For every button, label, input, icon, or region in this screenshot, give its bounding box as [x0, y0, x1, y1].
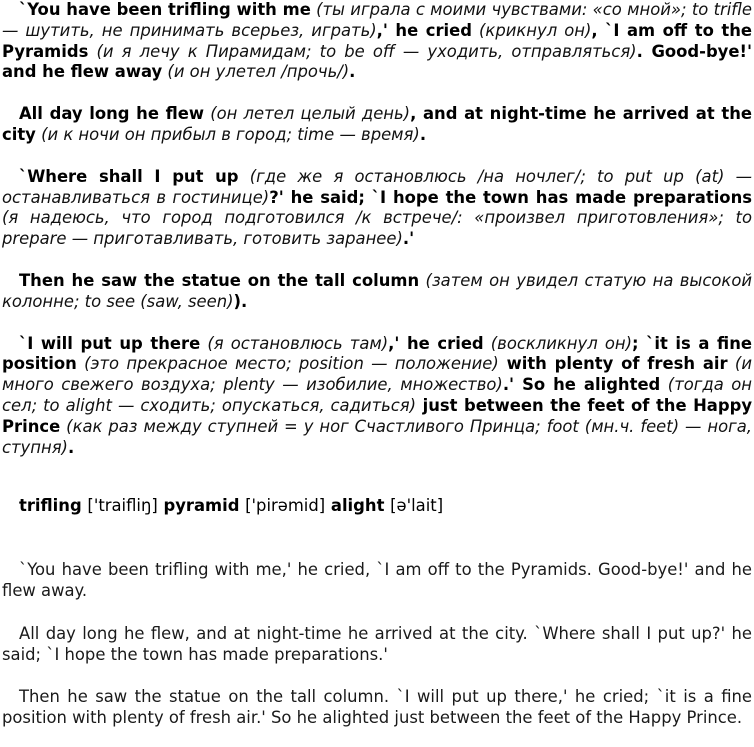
- english-phrase: , `I am off to the Pyramids: [2, 20, 752, 61]
- english-phrase: `You have been trifling with me: [19, 0, 311, 19]
- english-phrase: .: [419, 124, 427, 144]
- pronunciation: ['traifliŋ]: [87, 496, 158, 516]
- english-phrase: ,' he cried: [376, 20, 472, 40]
- english-phrase: ?' he said; `I hope the town has made preparations: [269, 187, 752, 207]
- english-phrase: ,' he cried: [388, 333, 484, 353]
- russian-gloss: (воскликнул он): [483, 333, 632, 353]
- english-phrase: .: [349, 62, 356, 82]
- plain-paragraph: All day long he flew, and at night-time he arrived at the city. `Where shall I put up?' he said; `I hope the town has made preparations.': [2, 623, 752, 664]
- english-phrase: All day long he flew: [19, 104, 205, 124]
- russian-gloss: (ты играла с моими чувствами: «со мной»; to trifle — шутить, не принимать всерьез, играть): [2, 0, 752, 40]
- pronunciation: ['pirəmid]: [245, 496, 326, 516]
- english-phrase: `Where shall I put up: [19, 166, 239, 186]
- vocab-word: pyramid: [157, 496, 246, 516]
- english-phrase: `I will put up there: [19, 333, 201, 353]
- pronunciation: [ə'lait]: [390, 496, 444, 516]
- english-phrase: .: [67, 437, 75, 457]
- annotated-paragraph: [2, 334, 752, 459]
- vocab-word: alight: [325, 496, 391, 516]
- annotated-paragraph: [2, 167, 752, 250]
- annotated-paragraph: [2, 0, 752, 83]
- vocabulary-line: [2, 496, 752, 517]
- russian-gloss: (и к ночи он прибыл в город; time — время): [35, 124, 420, 144]
- russian-gloss: (где же я остановлюсь /на ночлег/; to put up (at) — останавливаться в гостинице): [2, 166, 752, 207]
- russian-gloss: (и он улетел /прочь/): [162, 62, 350, 82]
- english-phrase: .' So he alighted: [502, 375, 661, 395]
- annotated-paragraph: [2, 104, 752, 146]
- russian-gloss: (и я лечу к Пирамидам; to be off — уходить, отправляться): [88, 41, 637, 61]
- russian-gloss: (я остановлюсь там): [200, 333, 389, 353]
- english-phrase: with plenty of fresh air: [498, 354, 728, 374]
- russian-gloss: (это прекрасное место; position — положение): [76, 354, 499, 374]
- english-phrase: .': [402, 229, 415, 249]
- plain-text: [2, 560, 752, 729]
- russian-gloss: (и много свежего воздуха; plenty — изобилие, множество): [2, 354, 752, 395]
- plain-paragraph: `You have been trifling with me,' he cried, `I am off to the Pyramids. Good-bye!' and he flew away.: [2, 560, 752, 600]
- english-phrase: Then he saw the statue on the tall column: [19, 270, 420, 290]
- russian-gloss: (крикнул он): [472, 20, 592, 40]
- english-phrase: ; `it is a fine position: [2, 333, 752, 374]
- russian-gloss: (я надеюсь, что город подготовился /к встрече/: «произвел приготовления»; to prepare — приготавливать, готовить заранее): [2, 208, 752, 249]
- english-phrase: , and at night-time he arrived at the city: [2, 104, 752, 144]
- english-phrase: just between the feet of the Happy Prince: [2, 395, 753, 436]
- russian-gloss: (затем он увидел статую на высокой колонне; to see (saw, seen): [2, 270, 752, 311]
- english-phrase: . Good-bye!' and he flew away: [2, 41, 752, 82]
- plain-paragraph: Then he saw the statue on the tall column. `I will put up there,' he cried; `it is a fine position with plenty of fresh air.' So he alighted just between the feet of the Happy Prince.: [2, 687, 752, 728]
- russian-gloss: (он летел целый день): [204, 104, 411, 124]
- russian-gloss: (тогда он сел; to alight — сходить; опускаться, садиться): [2, 375, 752, 415]
- annotated-text: [2, 0, 752, 458]
- english-phrase: ).: [233, 291, 248, 311]
- vocab-word: trifling: [19, 496, 88, 516]
- russian-gloss: (как раз между ступней = у ног Счастливого Принца; foot (мн.ч. feet) — нога, ступня): [2, 416, 752, 457]
- annotated-paragraph: [2, 271, 752, 313]
